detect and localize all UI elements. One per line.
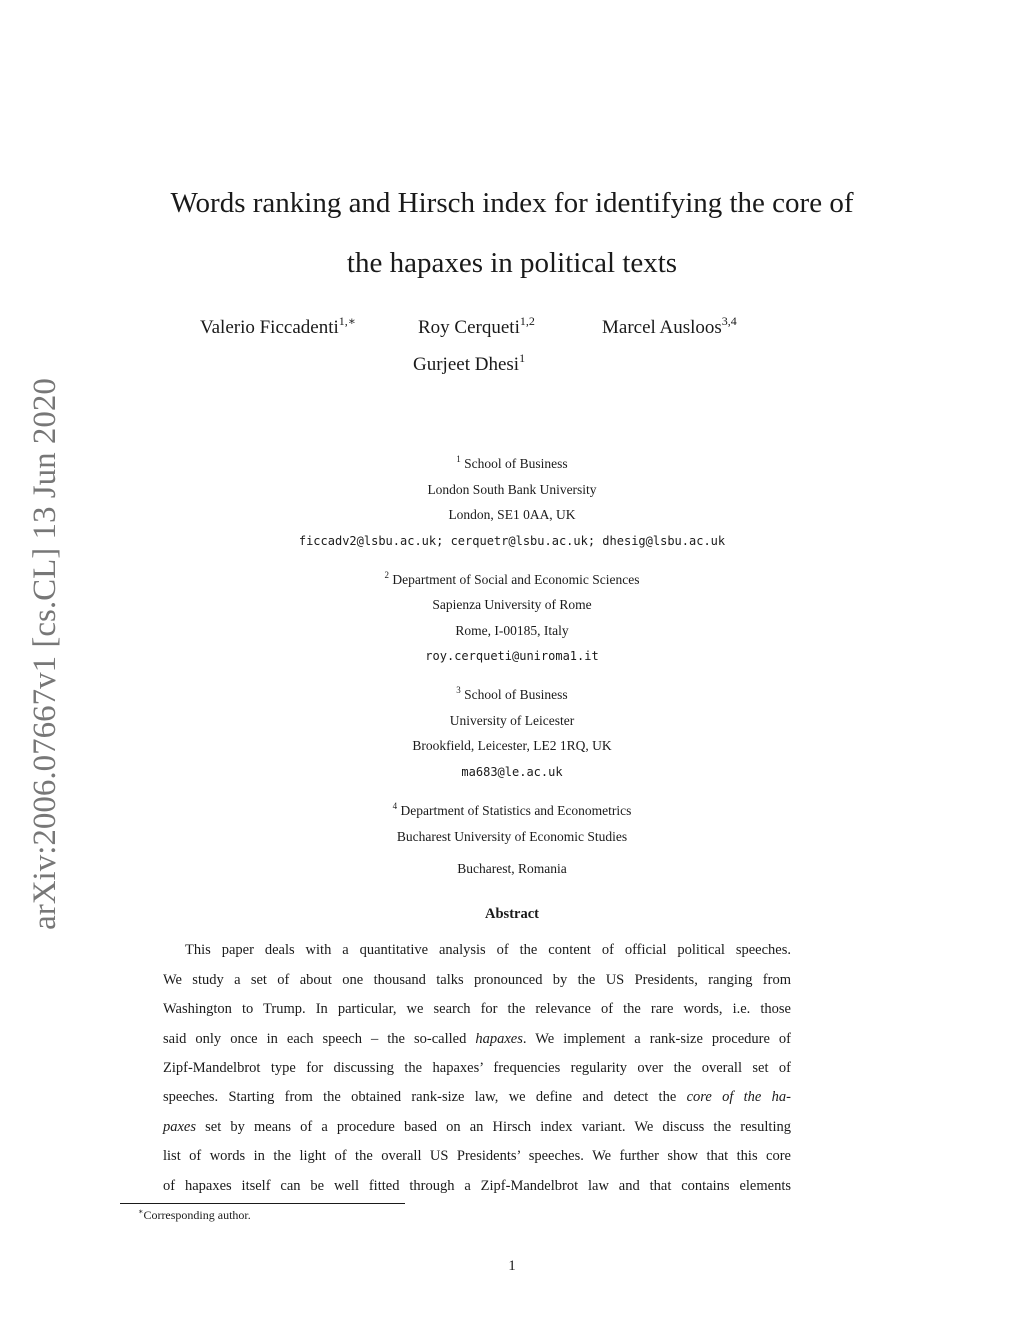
affiliation-text: School of Business [464,456,568,471]
abstract-line [163,943,791,958]
affiliation-1-line-2: London South Bank University [427,482,597,497]
author [413,351,526,375]
affiliation-1-line-3: London, SE1 0AA, UK [448,507,576,522]
affiliation-3-line-1 [0,685,1024,702]
affiliation-text: Department of Statistics and Econometrics [400,803,632,818]
affiliation-2-line-3: Rome, I-00185, Italy [455,623,569,638]
abstract-text: Washington to Trump. In particular, we search for the relevance of the rare words, i.e. those [163,1001,791,1017]
affiliation-2-line-2: Sapienza University of Rome [432,597,592,612]
abstract-emphasis: paxes [163,1119,197,1135]
abstract-emphasis: hapaxes [475,1031,523,1047]
abstract-text: speeches. Starting from the obtained rank-size law, we define and detect the [163,1089,687,1105]
author-name: Gurjeet Dhesi [413,354,520,375]
abstract-emphasis: core of the ha- [686,1089,791,1105]
affiliation-4-line-2: Bucharest University of Economic Studies [396,829,628,844]
author-affiliation-mark: 1 [519,351,526,365]
abstract-text: of hapaxes itself can be well fitted through a Zipf-Mandelbrot law and that contains elements [163,1178,791,1194]
abstract-line [163,1090,791,1105]
footnote-text: Corresponding author. [143,1208,251,1222]
abstract-text: set by means of a procedure based on an Hirsch index variant. We discuss the resulting [196,1119,791,1135]
author [602,314,737,338]
author-name: Marcel Ausloos [602,317,722,338]
abstract-line [163,1179,791,1194]
affiliation-4-line-3: Bucharest, Romania [457,861,567,876]
footnote [138,1209,251,1221]
affiliation-2-email[interactable]: roy.cerqueti@uniroma1.it [425,649,599,663]
abstract-text: We study a set of about one thousand talks pronounced by the US Presidents, ranging from [163,972,791,988]
author-name: Roy Cerqueti [418,317,520,338]
abstract-line [163,1149,791,1164]
affiliation-number: 2 [384,570,390,580]
abstract-line [163,1032,791,1047]
arxiv-stamp: arXiv:2006.07667v1 [cs.CL] 13 Jun 2020 [27,378,63,930]
page-number: 1 [508,1258,516,1274]
affiliation-3-email[interactable]: ma683@le.ac.uk [461,765,563,779]
author-affiliation-mark: 1,2 [519,314,535,328]
affiliation-number: 1 [456,454,461,464]
title-line-1: Words ranking and Hirsch index for identifying the core of [170,187,854,219]
abstract-text: . We implement a rank-size procedure of [522,1031,792,1047]
author [418,314,535,338]
affiliation-1-email[interactable]: ficcadv2@lsbu.ac.uk; cerquetr@lsbu.ac.uk; dhesig@lsbu.ac.uk [298,534,726,548]
author-name: Valerio Ficcadenti [200,317,339,338]
abstract-line [163,973,791,988]
abstract-text: said only once in each speech – the so-called [163,1031,476,1047]
title-line-2: the hapaxes in political texts [346,247,678,279]
affiliation-3-line-3: Brookfield, Leicester, LE2 1RQ, UK [412,738,612,753]
abstract-text: This paper deals with a quantitative analysis of the content of official political speeches. [185,942,791,958]
abstract-text: list of words in the light of the overall US Presidents’ speeches. We further show that this core [163,1148,791,1164]
author-affiliation-mark: 3,4 [721,314,737,328]
affiliation-text: School of Business [464,687,568,702]
footnote-mark: ∗ [138,1207,144,1216]
abstract-line [163,1002,791,1017]
affiliation-4-line-1 [0,801,1024,818]
affiliation-text: Department of Social and Economic Sciences [392,572,640,587]
affiliation-number: 4 [392,801,398,811]
affiliation-1-line-1 [0,454,1024,471]
abstract-line [163,1120,791,1135]
affiliation-3-line-2: University of Leicester [449,713,575,728]
footnote-rule [120,1203,405,1204]
author [200,314,356,338]
abstract-heading: Abstract [485,906,539,922]
affiliation-2-line-1 [0,570,1024,587]
abstract-text: Zipf-Mandelbrot type for discussing the hapaxes’ frequencies regularity over the overall set of [163,1060,791,1076]
affiliation-number: 3 [456,685,461,695]
author-affiliation-mark: 1,∗ [338,314,356,328]
abstract-line [163,1061,791,1076]
